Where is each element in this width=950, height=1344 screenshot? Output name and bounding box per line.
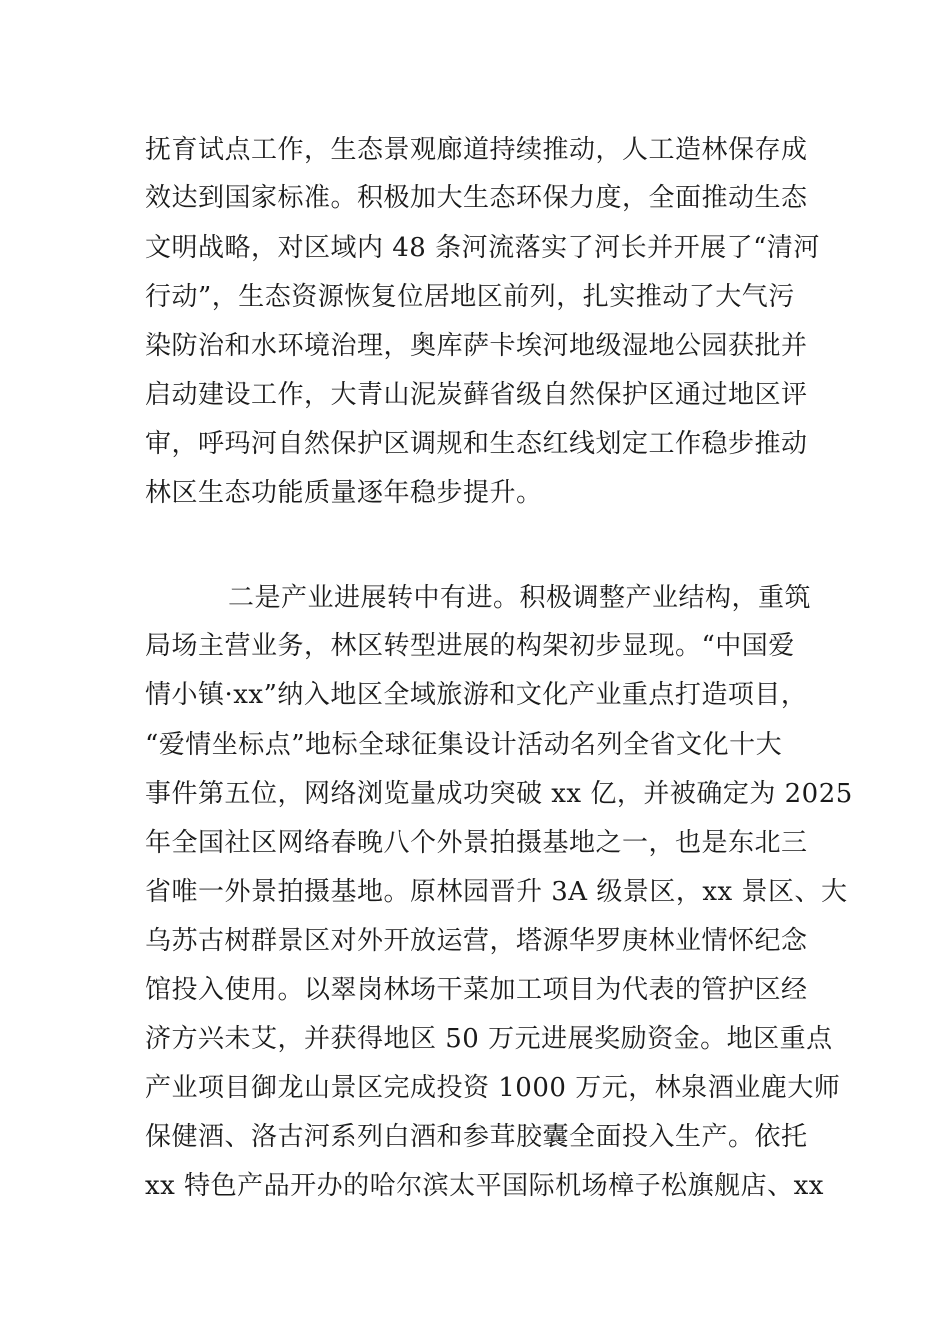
paragraph-line: 文明战略，对区域内 48 条河流落实了河长并开展了“清河 — [145, 233, 820, 263]
paragraph-line: 效达到国家标准。积极加大生态环保力度，全面推动生态 — [145, 183, 808, 213]
paragraph-line: 局场主营业务，林区转型进展的构架初步显现。“中国爱 — [145, 631, 795, 661]
paragraph-line: 保健酒、洛古河系列白酒和参茸胶囊全面投入生产。依托 — [145, 1122, 808, 1152]
paragraph-line: 抚育试点工作，生态景观廊道持续推动，人工造林保存成 — [145, 135, 808, 165]
paragraph-line: 事件第五位，网络浏览量成功突破 xx 亿，并被确定为 2025 — [145, 779, 853, 809]
paragraph-line: 二是产业进展转中有进。积极调整产业结构，重筑 — [228, 583, 812, 613]
paragraph-line: 乌苏古树群景区对外开放运营，塔源华罗庚林业情怀纪念 — [145, 926, 808, 956]
paragraph-line: 产业项目御龙山景区完成投资 1000 万元，林泉酒业鹿大师 — [145, 1073, 841, 1103]
paragraph-line: 省唯一外景拍摄基地。原林园晋升 3A 级景区，xx 景区、大 — [145, 877, 848, 907]
paragraph-line: 行动”，生态资源恢复位居地区前列，扎实推动了大气污 — [145, 282, 795, 312]
paragraph-line: 年全国社区网络春晚八个外景拍摄基地之一，也是东北三 — [145, 828, 808, 858]
paragraph-line: 馆投入使用。以翠岗林场干菜加工项目为代表的管护区经 — [145, 975, 808, 1005]
paragraph-line: “爱情坐标点”地标全球征集设计活动名列全省文化十大 — [145, 730, 783, 760]
paragraph-line: 启动建设工作，大青山泥炭藓省级自然保护区通过地区评 — [145, 380, 808, 410]
paragraph-line: 审，呼玛河自然保护区调规和生态红线划定工作稳步推动 — [145, 429, 808, 459]
paragraph-line: 林区生态功能质量逐年稳步提升。 — [145, 478, 543, 508]
paragraph-line: xx 特色产品开办的哈尔滨太平国际机场樟子松旗舰店、xx — [145, 1171, 824, 1201]
paragraph-line: 染防治和水环境治理，奥库萨卡埃河地级湿地公园获批并 — [145, 331, 808, 361]
paragraph-line: 济方兴未艾，并获得地区 50 万元进展奖励资金。地区重点 — [145, 1024, 833, 1054]
paragraph-line: 情小镇·xx”纳入地区全域旅游和文化产业重点打造项目， — [145, 680, 808, 710]
